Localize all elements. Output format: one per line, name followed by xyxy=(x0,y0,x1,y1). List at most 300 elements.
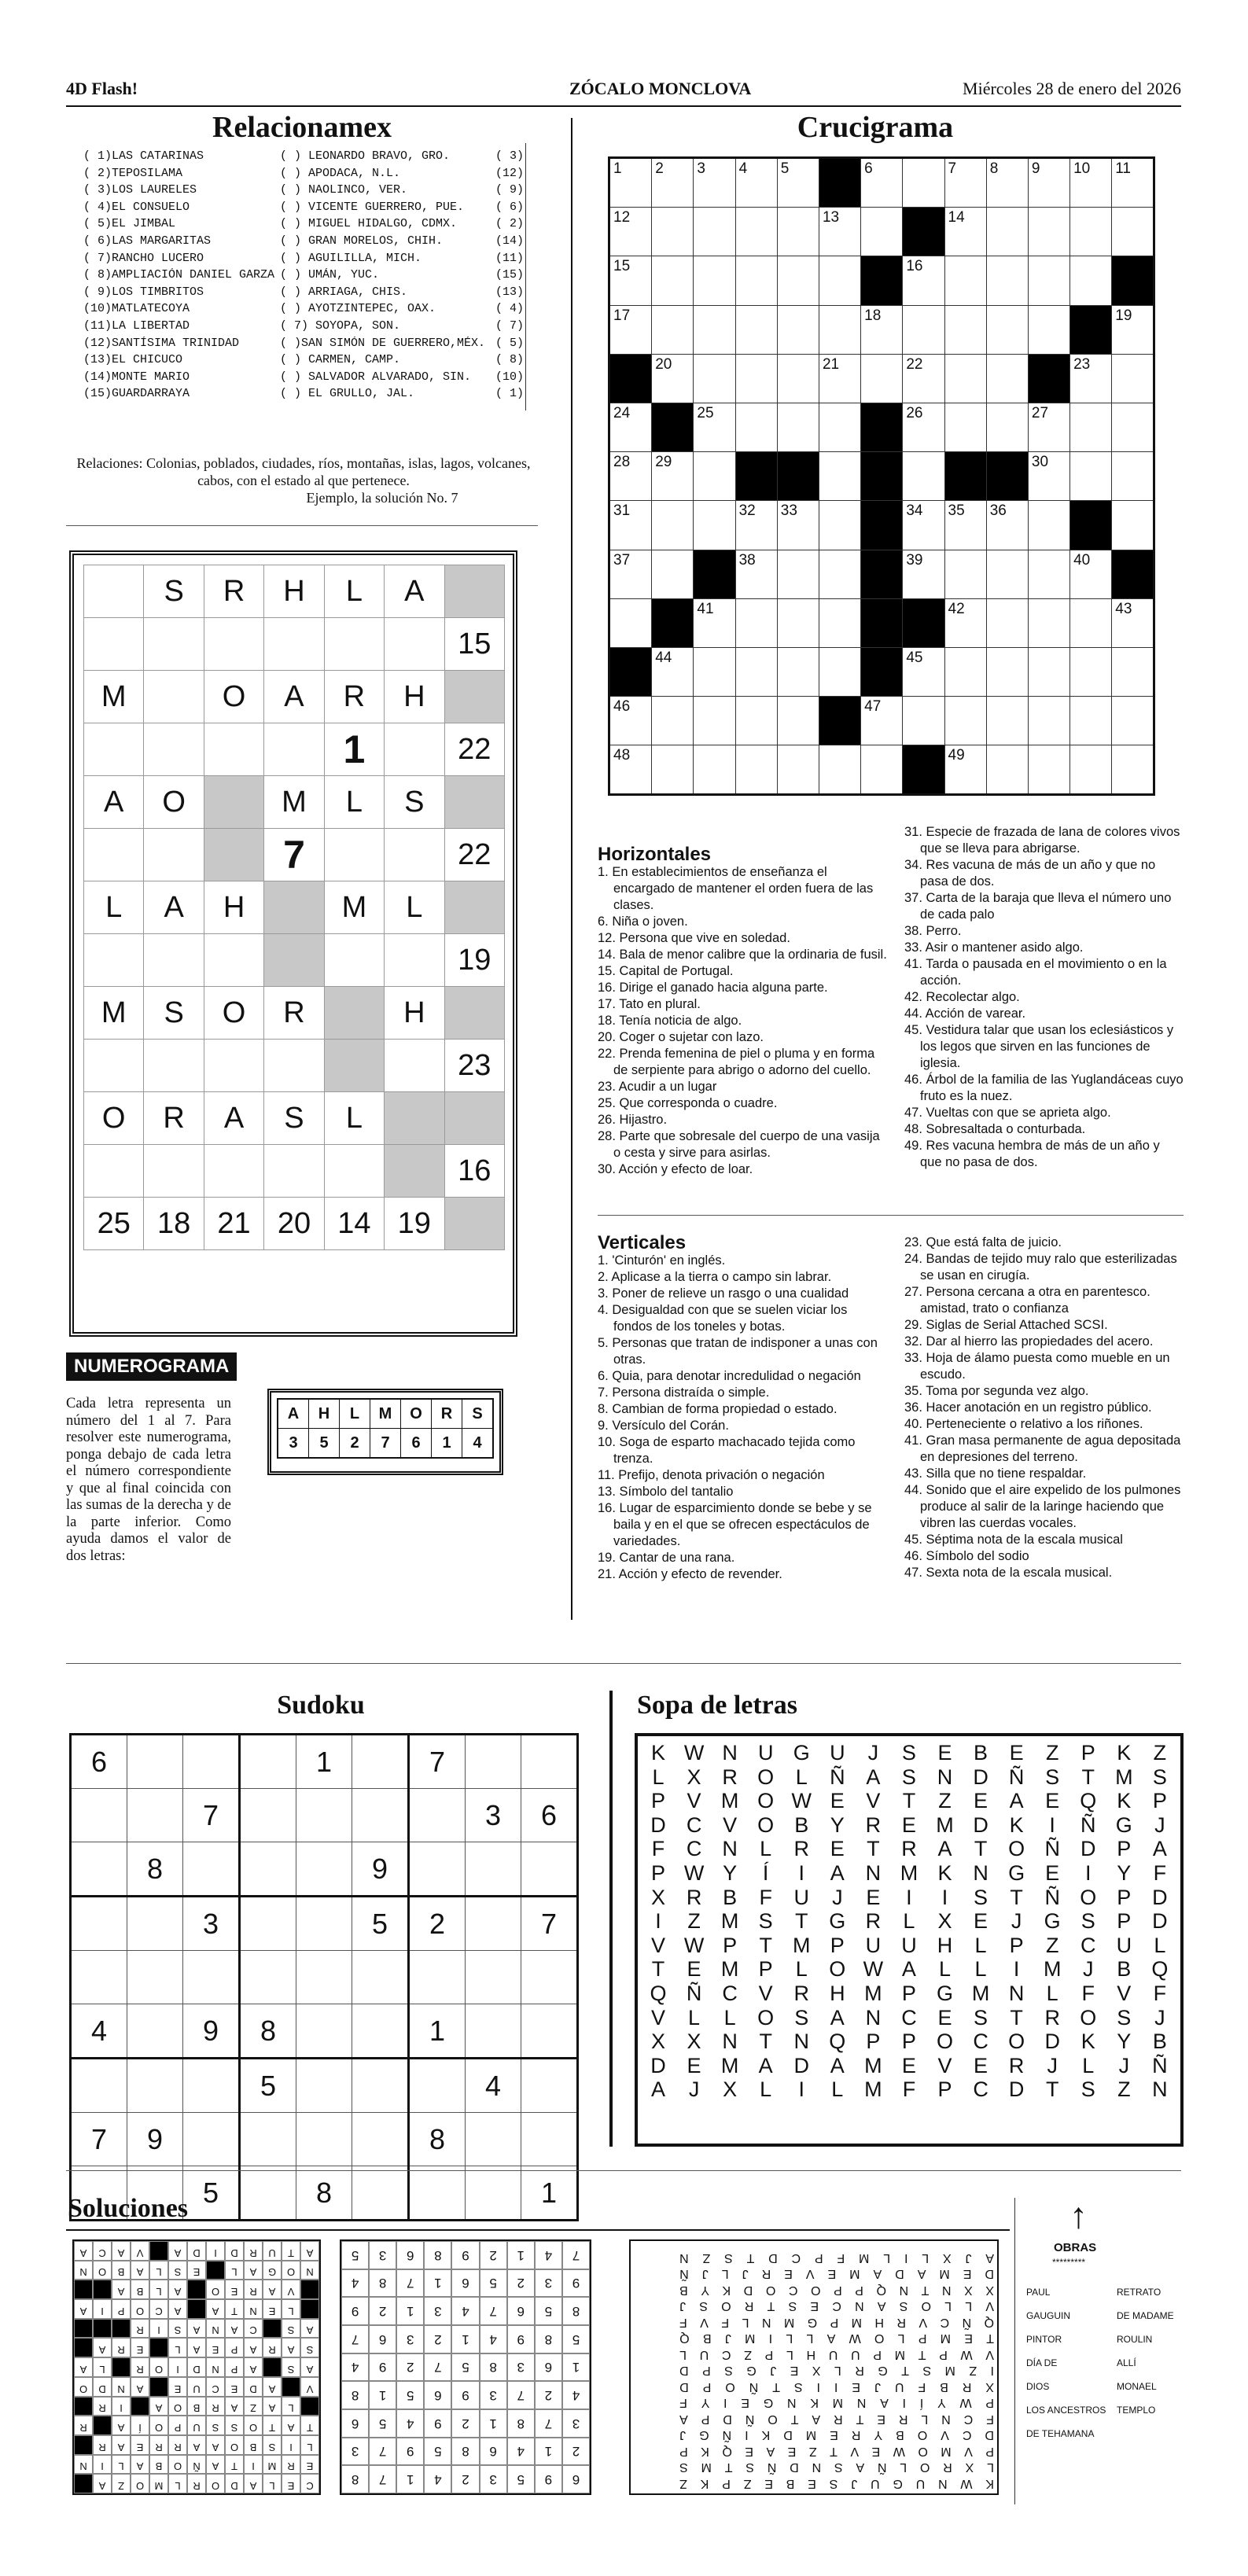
numerograma-cell[interactable] xyxy=(144,723,204,776)
sudoku-cell[interactable] xyxy=(521,2004,578,2059)
sopa-letter[interactable]: D xyxy=(1080,1837,1096,1861)
sopa-letter[interactable]: P xyxy=(1117,1837,1132,1861)
crucigrama-cell[interactable] xyxy=(1112,158,1154,208)
sopa-letter[interactable]: L xyxy=(652,1765,664,1789)
sopa-letter[interactable]: G xyxy=(829,1909,846,1934)
sopa-letter[interactable]: V xyxy=(758,1981,773,2005)
sopa-letter[interactable]: W xyxy=(791,1789,812,1813)
numerograma-cell[interactable] xyxy=(84,1145,144,1198)
numerograma-cell[interactable] xyxy=(264,618,324,671)
crucigrama-cell[interactable] xyxy=(986,354,1028,403)
sopa-letter[interactable]: Z xyxy=(1045,1741,1059,1765)
crucigrama-cell[interactable] xyxy=(1112,598,1154,647)
sopa-letter[interactable]: T xyxy=(867,1837,880,1861)
sopa-letter[interactable]: B xyxy=(794,1812,809,1837)
relacionamex-state[interactable]: ( ) SALVADOR ALVARADO, SIN. xyxy=(280,370,472,384)
sopa-letter[interactable]: P xyxy=(1080,1741,1095,1765)
crucigrama-cell[interactable] xyxy=(986,403,1028,451)
sudoku-cell[interactable] xyxy=(71,2059,127,2113)
sudoku-cell[interactable] xyxy=(240,1735,296,1789)
sopa-letter[interactable]: Z xyxy=(687,1909,701,1934)
sopa-letter[interactable]: I xyxy=(906,1885,912,1909)
sopa-letter[interactable]: W xyxy=(683,1933,705,1957)
sopa-letter[interactable]: P xyxy=(866,2030,881,2054)
relacionamex-state[interactable]: ( ) NAOLINCO, VER. xyxy=(280,183,408,197)
sopa-letter[interactable]: Ñ xyxy=(1044,1885,1060,1909)
crucigrama-cell[interactable] xyxy=(777,256,819,305)
sopa-letter[interactable]: X xyxy=(650,1885,665,1909)
crucigrama-cell[interactable] xyxy=(652,452,694,501)
crucigrama-cell[interactable] xyxy=(986,208,1028,256)
sopa-letter[interactable]: L xyxy=(760,1837,772,1861)
sopa-letter[interactable]: A xyxy=(830,2053,845,2077)
sopa-letter[interactable]: N xyxy=(973,1860,988,1885)
crucigrama-cell[interactable] xyxy=(819,354,860,403)
sopa-letter[interactable]: M xyxy=(864,2077,882,2102)
sopa-letter[interactable]: C xyxy=(686,1837,702,1861)
sopa-letter[interactable]: Y xyxy=(1117,1860,1132,1885)
crucigrama-cell[interactable] xyxy=(819,550,860,598)
crucigrama-cell[interactable] xyxy=(735,256,777,305)
sopa-letter[interactable]: I xyxy=(1084,1860,1092,1885)
sopa-letter[interactable]: A xyxy=(830,2005,845,2030)
sopa-letter[interactable]: W xyxy=(683,1741,705,1765)
crucigrama-cell[interactable] xyxy=(861,354,903,403)
sopa-letter[interactable]: E xyxy=(974,1789,988,1813)
sopa-letter[interactable]: I xyxy=(1049,1812,1055,1837)
sopa-letter[interactable]: G xyxy=(1008,1860,1025,1885)
sopa-letter[interactable]: Ñ xyxy=(1152,2053,1168,2077)
crucigrama-cell[interactable] xyxy=(944,598,986,647)
sopa-letter[interactable]: P xyxy=(1152,1789,1167,1813)
sopa-letter[interactable]: Z xyxy=(938,1789,952,1813)
sudoku-cell[interactable] xyxy=(409,2166,466,2221)
numerograma-cell[interactable] xyxy=(144,934,204,987)
sudoku-cell[interactable] xyxy=(352,2059,409,2113)
sopa-letter[interactable]: K xyxy=(650,1741,665,1765)
crucigrama-cell[interactable] xyxy=(819,745,860,795)
crucigrama-cell[interactable] xyxy=(609,745,652,795)
sudoku-cell[interactable] xyxy=(466,1951,521,2004)
crucigrama-cell[interactable] xyxy=(1028,647,1069,696)
crucigrama-cell[interactable] xyxy=(903,550,944,598)
crucigrama-cell[interactable] xyxy=(694,305,735,354)
relacionamex-state[interactable]: ( ) CARMEN, CAMP. xyxy=(280,353,401,367)
sopa-letter[interactable]: M xyxy=(900,1860,919,1885)
crucigrama-cell[interactable] xyxy=(944,354,986,403)
crucigrama-cell[interactable] xyxy=(944,745,986,795)
numerograma-cell[interactable] xyxy=(204,934,263,987)
crucigrama-cell[interactable] xyxy=(903,354,944,403)
crucigrama-cell[interactable] xyxy=(861,158,903,208)
crucigrama-cell[interactable] xyxy=(903,501,944,550)
crucigrama-cell[interactable] xyxy=(944,305,986,354)
crucigrama-cell[interactable] xyxy=(819,208,860,256)
sopa-letter[interactable]: P xyxy=(650,1860,665,1885)
sudoku-cell[interactable] xyxy=(466,1897,521,1951)
sopa-letter[interactable]: C xyxy=(1080,1933,1096,1957)
sopa-letter[interactable]: N xyxy=(722,2030,738,2054)
crucigrama-cell[interactable] xyxy=(735,647,777,696)
sopa-letter[interactable]: B xyxy=(974,1741,988,1765)
numerograma-cell[interactable] xyxy=(324,934,384,987)
crucigrama-cell[interactable] xyxy=(694,354,735,403)
crucigrama-cell[interactable] xyxy=(1028,598,1069,647)
crucigrama-cell[interactable] xyxy=(735,305,777,354)
crucigrama-cell[interactable] xyxy=(1112,305,1154,354)
sopa-letter[interactable]: Y xyxy=(1117,2030,1132,2054)
sopa-letter[interactable]: C xyxy=(901,2005,917,2030)
crucigrama-cell[interactable] xyxy=(694,208,735,256)
sudoku-cell[interactable] xyxy=(240,2166,296,2221)
sudoku-cell[interactable] xyxy=(183,2059,240,2113)
crucigrama-cell[interactable] xyxy=(777,305,819,354)
crucigrama-cell[interactable] xyxy=(609,305,652,354)
crucigrama-cell[interactable] xyxy=(1070,208,1112,256)
sopa-letter[interactable]: O xyxy=(1008,2030,1025,2054)
numerograma-cell[interactable] xyxy=(144,1040,204,1092)
sopa-letter[interactable]: E xyxy=(937,2005,952,2030)
crucigrama-cell[interactable] xyxy=(1112,452,1154,501)
crucigrama-cell[interactable] xyxy=(986,256,1028,305)
crucigrama-cell[interactable] xyxy=(903,647,944,696)
crucigrama-cell[interactable] xyxy=(944,697,986,745)
sopa-letter[interactable]: S xyxy=(1080,1909,1095,1934)
sopa-letter[interactable]: I xyxy=(798,2077,804,2102)
crucigrama-cell[interactable] xyxy=(652,501,694,550)
crucigrama-cell[interactable] xyxy=(986,647,1028,696)
sopa-letter[interactable]: C xyxy=(973,2030,988,2054)
crucigrama-cell[interactable] xyxy=(861,305,903,354)
crucigrama-cell[interactable] xyxy=(609,403,652,451)
crucigrama-cell[interactable] xyxy=(1028,256,1069,305)
sudoku-cell[interactable] xyxy=(521,2113,578,2166)
crucigrama-cell[interactable] xyxy=(1028,550,1069,598)
crucigrama-cell[interactable] xyxy=(861,697,903,745)
sudoku-cell[interactable] xyxy=(296,2059,352,2113)
sudoku-cell[interactable] xyxy=(352,1951,409,2004)
sudoku-cell[interactable] xyxy=(240,1951,296,2004)
numerograma-cell[interactable] xyxy=(144,1145,204,1198)
sopa-letter[interactable]: F xyxy=(1153,1860,1167,1885)
sopa-letter[interactable]: M xyxy=(864,1981,882,2005)
crucigrama-cell[interactable] xyxy=(777,354,819,403)
crucigrama-cell[interactable] xyxy=(652,550,694,598)
sopa-letter[interactable]: U xyxy=(865,1933,882,1957)
numerograma-cell[interactable] xyxy=(84,723,144,776)
sopa-letter[interactable]: F xyxy=(902,2077,916,2102)
crucigrama-cell[interactable] xyxy=(652,354,694,403)
sopa-letter[interactable]: S xyxy=(1117,2005,1132,2030)
sopa-letter[interactable]: E xyxy=(830,1789,845,1813)
sopa-letter[interactable]: N xyxy=(1152,2077,1168,2102)
crucigrama-cell[interactable] xyxy=(944,647,986,696)
sopa-letter[interactable]: J xyxy=(1118,2053,1130,2077)
sudoku-cell[interactable] xyxy=(296,1897,352,1951)
crucigrama-cell[interactable] xyxy=(1070,550,1112,598)
sopa-letter[interactable]: X xyxy=(937,1909,952,1934)
sopa-letter[interactable]: U xyxy=(793,1885,809,1909)
crucigrama-cell[interactable] xyxy=(1112,501,1154,550)
sopa-letter[interactable]: X xyxy=(687,1765,701,1789)
crucigrama-cell[interactable] xyxy=(652,647,694,696)
crucigrama-cell[interactable] xyxy=(735,208,777,256)
sopa-letter[interactable]: V xyxy=(687,1789,701,1813)
numerograma-cell[interactable] xyxy=(385,829,444,881)
sopa-letter[interactable]: P xyxy=(650,1789,665,1813)
sopa-letter[interactable]: Ñ xyxy=(686,1981,702,2005)
sopa-letter[interactable]: I xyxy=(655,1909,661,1934)
sopa-letter[interactable]: Í xyxy=(762,1860,769,1885)
sopa-letter[interactable]: F xyxy=(1081,1981,1095,2005)
sopa-letter[interactable]: I xyxy=(798,1860,804,1885)
crucigrama-cell[interactable] xyxy=(1028,208,1069,256)
numerograma-cell[interactable] xyxy=(204,1145,263,1198)
sopa-letter[interactable]: J xyxy=(832,1885,843,1909)
sopa-letter[interactable]: K xyxy=(1117,1741,1132,1765)
sopa-letter[interactable]: J xyxy=(688,2077,700,2102)
sopa-letter[interactable]: R xyxy=(793,1837,809,1861)
relacionamex-state[interactable]: ( ) VICENTE GUERRERO, PUE. xyxy=(280,200,465,214)
crucigrama-cell[interactable] xyxy=(735,550,777,598)
crucigrama-cell[interactable] xyxy=(986,550,1028,598)
crucigrama-cell[interactable] xyxy=(735,745,777,795)
sopa-letter[interactable]: P xyxy=(830,1933,845,1957)
sopa-letter[interactable]: R xyxy=(865,1909,882,1934)
sopa-letter[interactable]: O xyxy=(829,1957,846,1982)
sopa-letter[interactable]: R xyxy=(1008,2053,1025,2077)
sopa-letter[interactable]: D xyxy=(1008,2077,1025,2102)
crucigrama-cell[interactable] xyxy=(861,745,903,795)
sopa-letter[interactable]: N xyxy=(865,2005,882,2030)
sopa-letter[interactable]: S xyxy=(1152,1765,1167,1789)
crucigrama-cell[interactable] xyxy=(1112,403,1154,451)
sopa-letter[interactable]: J xyxy=(1011,1909,1022,1934)
sopa-letter[interactable]: O xyxy=(757,2005,775,2030)
sopa-letter[interactable]: W xyxy=(683,1860,705,1885)
crucigrama-cell[interactable] xyxy=(986,501,1028,550)
crucigrama-cell[interactable] xyxy=(903,256,944,305)
sopa-letter[interactable]: E xyxy=(974,1909,988,1934)
sopa-letter[interactable]: U xyxy=(901,1933,917,1957)
relacionamex-state[interactable]: ( )SAN SIMÓN DE GUERRERO,MÉX. xyxy=(280,336,486,350)
sopa-letter[interactable]: N xyxy=(865,1860,882,1885)
sopa-letter[interactable]: R xyxy=(901,1837,917,1861)
sopa-letter[interactable]: O xyxy=(1080,1885,1097,1909)
sopa-letter[interactable]: B xyxy=(1117,1957,1132,1982)
sopa-letter[interactable]: K xyxy=(1080,2030,1095,2054)
sudoku-cell[interactable] xyxy=(409,1951,466,2004)
sopa-letter[interactable]: E xyxy=(1009,1741,1024,1765)
sudoku-cell[interactable] xyxy=(521,1842,578,1897)
sopa-letter[interactable]: S xyxy=(1045,1765,1060,1789)
sopa-letter[interactable]: A xyxy=(866,1765,881,1789)
crucigrama-cell[interactable] xyxy=(777,501,819,550)
sopa-letter[interactable]: J xyxy=(1154,1812,1165,1837)
sopa-letter[interactable]: C xyxy=(686,1812,702,1837)
relacionamex-state[interactable]: ( ) MIGUEL HIDALGO, CDMX. xyxy=(280,217,458,231)
sopa-letter[interactable]: H xyxy=(830,1981,845,2005)
sopa-letter[interactable]: L xyxy=(974,1933,987,1957)
numerograma-cell[interactable] xyxy=(144,829,204,881)
numerograma-cell[interactable] xyxy=(385,723,444,776)
relacionamex-state[interactable]: ( ) EL GRULLO, JAL. xyxy=(280,387,415,401)
crucigrama-cell[interactable] xyxy=(777,208,819,256)
crucigrama-cell[interactable] xyxy=(735,158,777,208)
sudoku-cell[interactable] xyxy=(296,2004,352,2059)
crucigrama-cell[interactable] xyxy=(777,697,819,745)
sopa-letter[interactable]: T xyxy=(795,1909,808,1934)
crucigrama-cell[interactable] xyxy=(735,501,777,550)
sopa-letter[interactable]: M xyxy=(720,1957,739,1982)
relacionamex-state[interactable]: ( ) AYOTZINTEPEC, OAX. xyxy=(280,302,436,316)
relacionamex-state[interactable]: ( ) ARRIAGA, CHIS. xyxy=(280,285,408,299)
sopa-letter[interactable]: R xyxy=(865,1812,882,1837)
sopa-letter[interactable]: F xyxy=(1153,1981,1167,2005)
sopa-letter[interactable]: E xyxy=(901,1812,916,1837)
sopa-letter[interactable]: T xyxy=(651,1957,665,1982)
sopa-letter[interactable]: T xyxy=(974,1837,988,1861)
sudoku-cell[interactable] xyxy=(71,1789,127,1842)
relacionamex-state[interactable]: ( ) GRAN MORELOS, CHIH. xyxy=(280,234,444,248)
sopa-letter[interactable]: K xyxy=(937,1860,952,1885)
crucigrama-cell[interactable] xyxy=(1070,403,1112,451)
numerograma-cell[interactable] xyxy=(385,618,444,671)
numerograma-cell[interactable] xyxy=(264,1145,324,1198)
sopa-letter[interactable]: V xyxy=(1117,1981,1132,2005)
crucigrama-cell[interactable] xyxy=(735,697,777,745)
crucigrama-cell[interactable] xyxy=(986,305,1028,354)
sudoku-cell[interactable] xyxy=(521,2059,578,2113)
sopa-letter[interactable]: L xyxy=(795,1765,808,1789)
sopa-letter[interactable]: M xyxy=(936,1812,954,1837)
sopa-letter[interactable]: L xyxy=(938,1957,952,1982)
crucigrama-cell[interactable] xyxy=(819,305,860,354)
sopa-letter[interactable]: L xyxy=(831,2077,844,2102)
sopa-letter[interactable]: F xyxy=(651,1837,665,1861)
sopa-letter[interactable]: X xyxy=(650,2030,665,2054)
sopa-letter[interactable]: O xyxy=(1080,2005,1097,2030)
sopa-letter[interactable]: M xyxy=(720,1909,739,1934)
crucigrama-cell[interactable] xyxy=(652,305,694,354)
sopa-letter[interactable]: O xyxy=(757,1789,775,1813)
numerograma-cell[interactable] xyxy=(84,565,144,618)
sopa-letter[interactable]: E xyxy=(830,1837,845,1861)
crucigrama-cell[interactable] xyxy=(903,158,944,208)
crucigrama-cell[interactable] xyxy=(609,452,652,501)
crucigrama-cell[interactable] xyxy=(777,550,819,598)
sopa-letter[interactable]: R xyxy=(793,1981,809,2005)
sopa-letter[interactable]: T xyxy=(1010,1885,1023,1909)
crucigrama-cell[interactable] xyxy=(1070,697,1112,745)
sopa-letter[interactable]: B xyxy=(1152,2030,1167,2054)
numerograma-cell[interactable] xyxy=(144,671,204,723)
crucigrama-cell[interactable] xyxy=(1112,745,1154,795)
sopa-letter[interactable]: L xyxy=(1082,2053,1095,2077)
sopa-letter[interactable]: A xyxy=(937,1837,952,1861)
crucigrama-cell[interactable] xyxy=(777,745,819,795)
sopa-letter[interactable]: D xyxy=(1152,1885,1168,1909)
sudoku-cell[interactable] xyxy=(296,2113,352,2166)
sopa-letter[interactable]: A xyxy=(901,1957,916,1982)
sopa-letter[interactable]: M xyxy=(1115,1765,1133,1789)
sopa-letter[interactable]: Ñ xyxy=(1044,1837,1060,1861)
crucigrama-cell[interactable] xyxy=(652,158,694,208)
relacionamex-state[interactable]: ( ) AGUILILLA, MICH. xyxy=(280,251,422,265)
sudoku-cell[interactable] xyxy=(127,1951,183,2004)
crucigrama-cell[interactable] xyxy=(1070,598,1112,647)
crucigrama-cell[interactable] xyxy=(1070,354,1112,403)
sopa-letter[interactable]: D xyxy=(793,2053,809,2077)
relacionamex-state[interactable]: ( ) APODACA, N.L. xyxy=(280,166,401,180)
crucigrama-cell[interactable] xyxy=(694,452,735,501)
sopa-letter[interactable]: L xyxy=(760,2077,772,2102)
sopa-letter[interactable]: T xyxy=(759,1933,772,1957)
sopa-letter[interactable]: R xyxy=(722,1765,738,1789)
crucigrama-cell[interactable] xyxy=(1112,208,1154,256)
sopa-letter[interactable]: M xyxy=(864,2053,882,2077)
sopa-letter[interactable]: P xyxy=(901,2030,916,2054)
sopa-letter[interactable]: C xyxy=(973,2077,988,2102)
sopa-letter[interactable]: N xyxy=(722,1741,738,1765)
sopa-letter[interactable]: V xyxy=(723,1812,738,1837)
sopa-letter[interactable]: I xyxy=(1013,1957,1020,1982)
sopa-letter[interactable]: P xyxy=(758,1957,773,1982)
sudoku-cell[interactable] xyxy=(521,1951,578,2004)
crucigrama-cell[interactable] xyxy=(986,697,1028,745)
crucigrama-cell[interactable] xyxy=(1070,647,1112,696)
sudoku-cell[interactable] xyxy=(296,1951,352,2004)
sudoku-cell[interactable] xyxy=(127,1897,183,1951)
sudoku-cell[interactable] xyxy=(352,2004,409,2059)
crucigrama-cell[interactable] xyxy=(986,158,1028,208)
crucigrama-cell[interactable] xyxy=(609,256,652,305)
sudoku-cell[interactable] xyxy=(71,1951,127,2004)
crucigrama-cell[interactable] xyxy=(1070,158,1112,208)
sopa-letter[interactable]: I xyxy=(941,1885,948,1909)
sopa-letter[interactable]: E xyxy=(687,2053,701,2077)
sopa-letter[interactable]: T xyxy=(902,1789,916,1813)
numerograma-cell[interactable] xyxy=(204,723,263,776)
sopa-letter[interactable]: E xyxy=(866,1885,881,1909)
crucigrama-cell[interactable] xyxy=(903,305,944,354)
crucigrama-cell[interactable] xyxy=(735,403,777,451)
sopa-letter[interactable]: O xyxy=(757,1812,775,1837)
sudoku-cell[interactable] xyxy=(466,2166,521,2221)
sudoku-cell[interactable] xyxy=(352,1735,409,1789)
crucigrama-cell[interactable] xyxy=(819,501,860,550)
crucigrama-cell[interactable] xyxy=(1112,697,1154,745)
sopa-letter[interactable]: L xyxy=(795,1957,808,1982)
sopa-letter[interactable]: N xyxy=(1008,1981,1025,2005)
sopa-letter[interactable]: D xyxy=(1152,1909,1168,1934)
numerograma-cell[interactable] xyxy=(385,934,444,987)
sopa-letter[interactable]: J xyxy=(867,1741,879,1765)
sudoku-cell[interactable] xyxy=(183,1842,240,1897)
crucigrama-cell[interactable] xyxy=(986,745,1028,795)
sopa-letter[interactable]: U xyxy=(830,1741,845,1765)
sopa-letter[interactable]: O xyxy=(936,2030,953,2054)
sopa-letter[interactable]: L xyxy=(688,2005,701,2030)
sopa-letter[interactable]: V xyxy=(866,1789,881,1813)
sopa-letter[interactable]: L xyxy=(723,2005,736,2030)
sudoku-cell[interactable] xyxy=(240,1842,296,1897)
crucigrama-cell[interactable] xyxy=(1028,745,1069,795)
sopa-letter[interactable]: P xyxy=(723,1933,738,1957)
sopa-letter[interactable]: N xyxy=(793,2030,809,2054)
sopa-letter[interactable]: M xyxy=(720,2053,739,2077)
sopa-letter[interactable]: Ñ xyxy=(1008,1765,1025,1789)
